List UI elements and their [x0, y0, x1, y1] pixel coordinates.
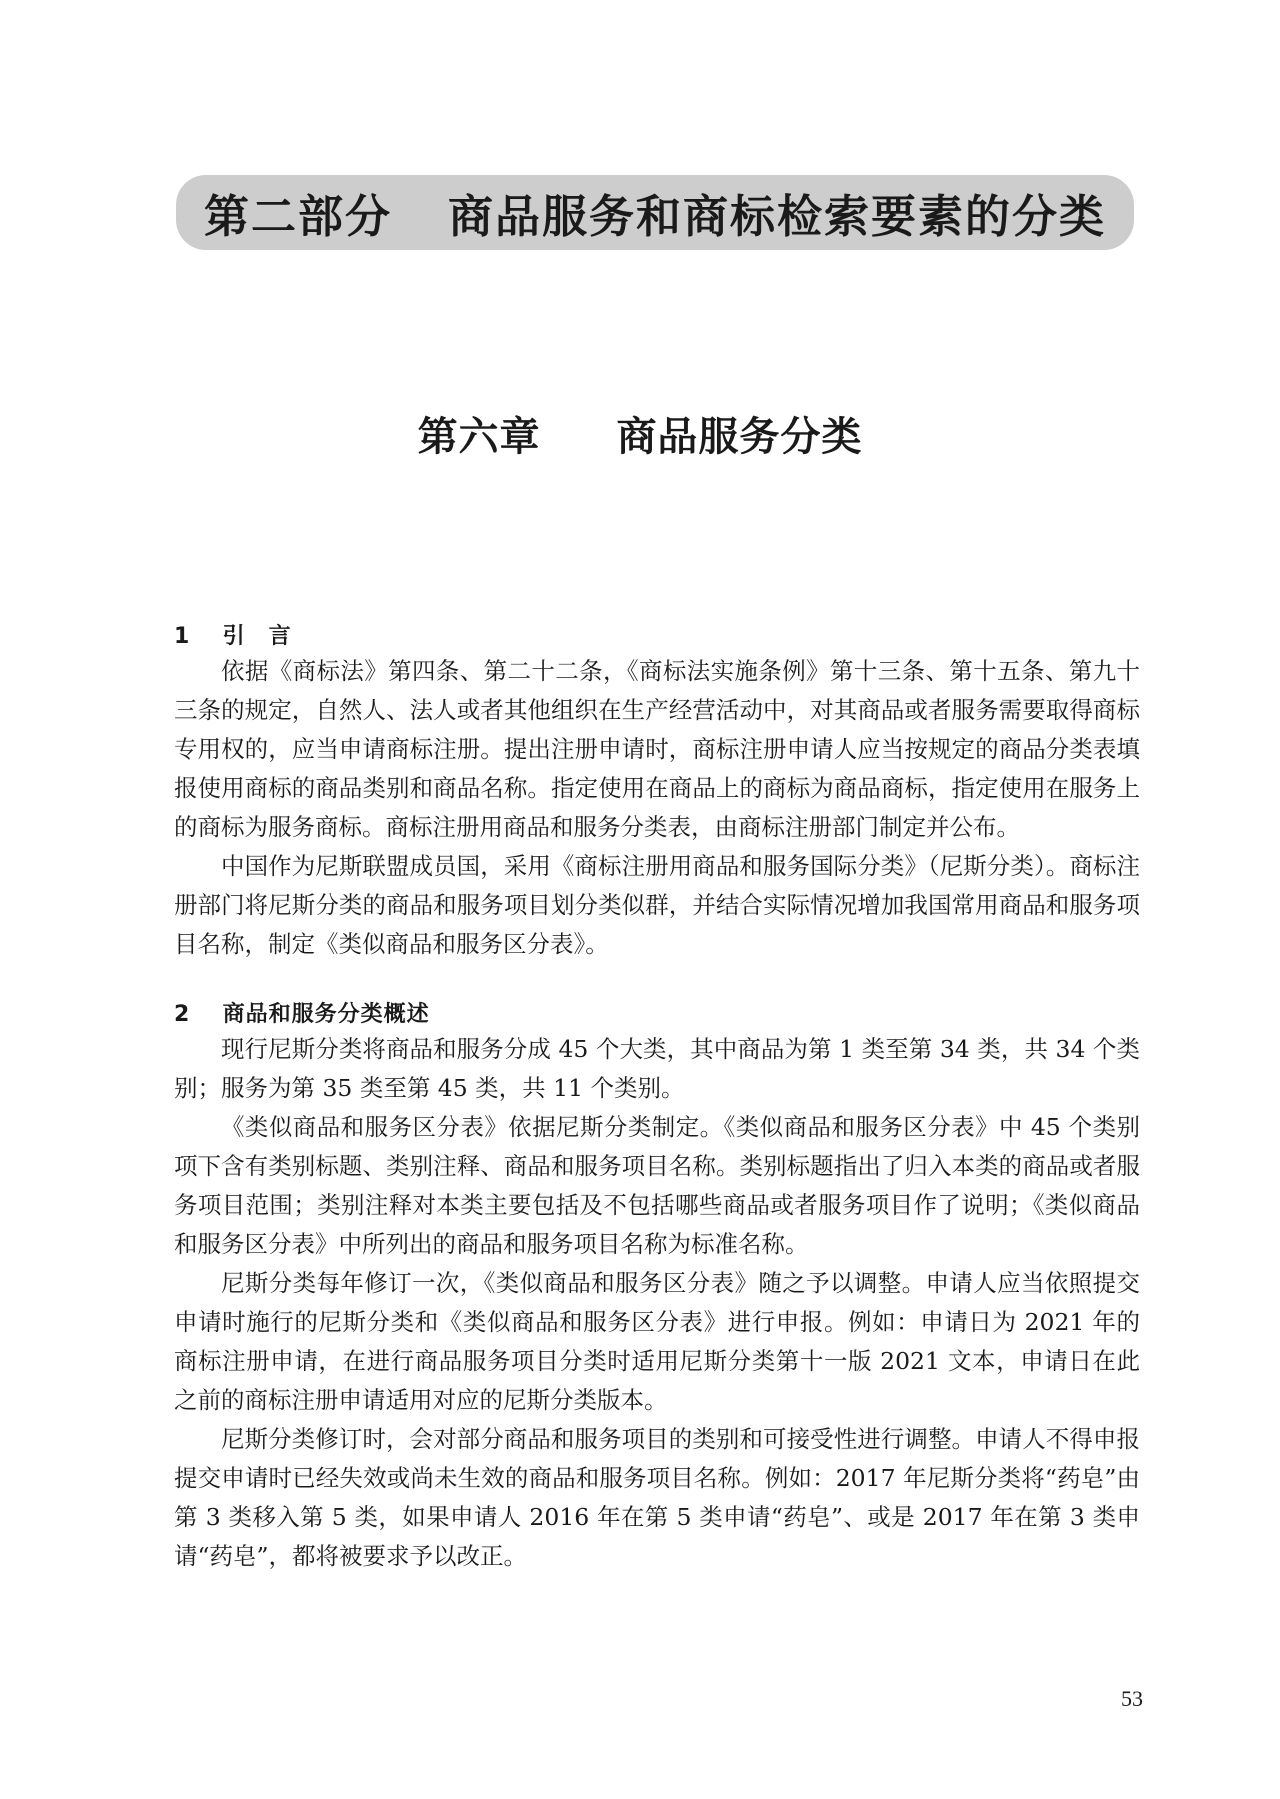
paragraph: 中国作为尼斯联盟成员国，采用《商标注册用商品和服务国际分类》（尼斯分类）。商标注册部门将尼斯分类的商品和服务项目划分类似群，并结合实际情况增加我国常用商品和服务项目名称，制定《类似商品和服务区分表》。 [174, 852, 1140, 958]
chapter-title [0, 405, 1280, 462]
section-classification-overview [174, 1000, 1140, 1576]
page-number: 53 [1121, 1686, 1143, 1711]
section-number: 1 [174, 624, 191, 649]
paragraph: 依据《商标法》第四条、第二十二条，《商标法实施条例》第十三条、第十五条、第九十三条的规定，自然人、法人或者其他组织在生产经营活动中，对其商品或者服务需要取得商标专用权的，应当申请商标注册。提出注册申请时，商标注册申请人应当按规定的商品分类表填报使用商标的商品类别和商品名称。指定使用在商品上的商标为商品商标，指定使用在服务上的商标为服务商标。商标注册用商品和服务分类表，由商标注册部门制定并公布。 [174, 657, 1140, 841]
part-banner [176, 175, 1134, 250]
section-number: 2 [174, 1002, 191, 1027]
part-title: 商品服务和商标检索要素的分类 [448, 190, 1107, 243]
section-heading [174, 1000, 1140, 1030]
section-title: 引 言 [222, 624, 292, 649]
part-label: 第二部分 [203, 190, 392, 243]
section-introduction [174, 622, 1140, 964]
section-title: 商品和服务分类概述 [222, 1002, 430, 1027]
paragraph: 尼斯分类修订时，会对部分商品和服务项目的类别和可接受性进行调整。申请人不得申报提交申请时已经失效或尚未生效的商品和服务项目名称。例如：2017 年尼斯分类将“药皂”由第 3 类移入第 5 类，如果申请人 2016 年在第 5 类申请“药皂”、或是 2017 年在第 3 类申请“药皂”，都将被要求予以改正。 [174, 1425, 1140, 1570]
body-text [174, 622, 1140, 1576]
chapter-name: 商品服务分类 [616, 413, 863, 460]
paragraph: 尼斯分类每年修订一次，《类似商品和服务区分表》随之予以调整。申请人应当依照提交申请时施行的尼斯分类和《类似商品和服务区分表》进行申报。例如：申请日为 2021 年的商标注册申请，在进行商品服务项目分类时适用尼斯分类第十一版 2021 文本，申请日在此之前的商标注册申请适用对应的尼斯分类版本。 [174, 1269, 1140, 1414]
paragraph: 现行尼斯分类将商品和服务分成 45 个大类，其中商品为第 1 类至第 34 类，共 34 个类别；服务为第 35 类至第 45 类，共 11 个类别。 [174, 1035, 1140, 1102]
chapter-label: 第六章 [417, 413, 541, 460]
section-heading [174, 622, 1140, 652]
paragraph: 《类似商品和服务区分表》依据尼斯分类制定。《类似商品和服务区分表》中 45 个类别项下含有类别标题、类别注释、商品和服务项目名称。类别标题指出了归入本类的商品或者服务项目范围；类别注释对本类主要包括及不包括哪些商品或者服务项目作了说明；《类似商品和服务区分表》中所列出的商品和服务项目名称为标准名称。 [174, 1113, 1140, 1258]
